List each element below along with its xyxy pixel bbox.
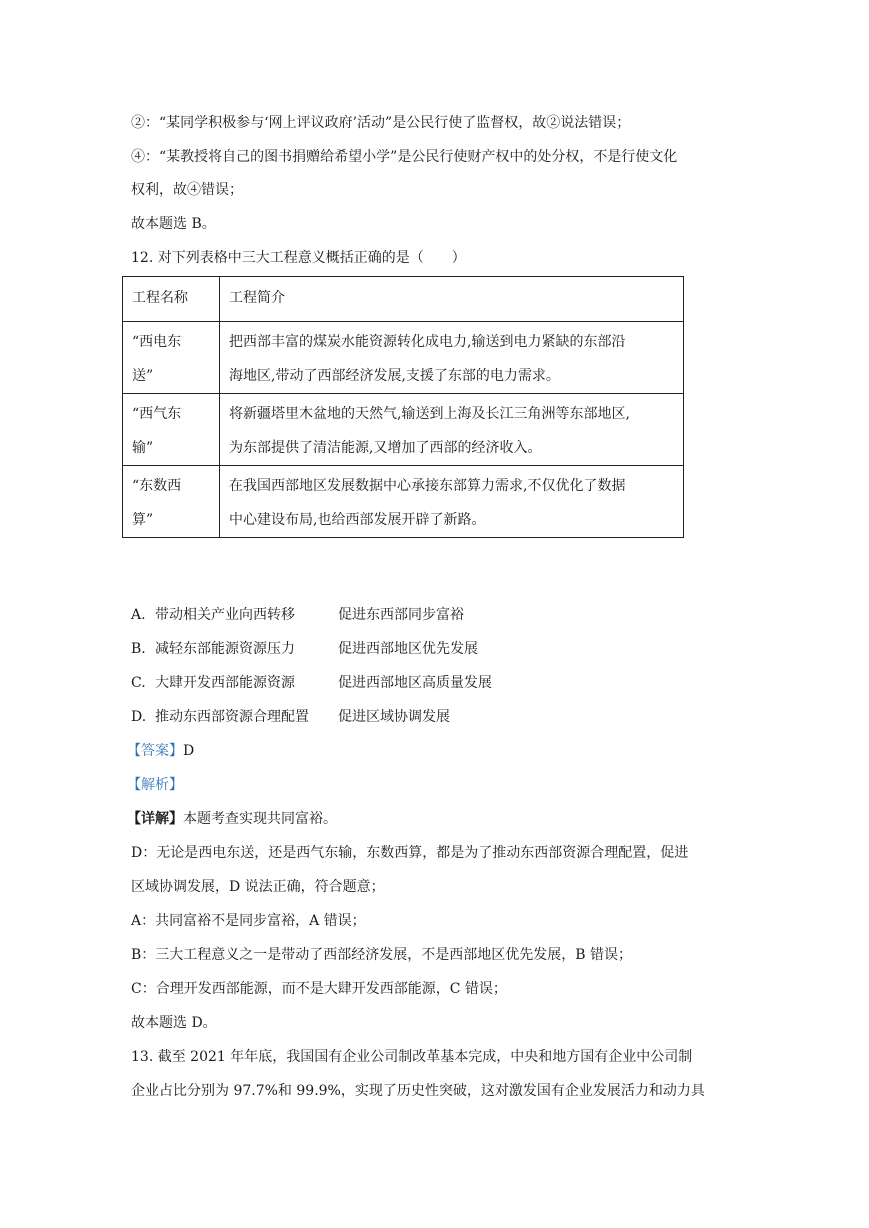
table-row [123,466,684,538]
detail-label: 【详解】 [127,811,183,827]
answer-value: D [183,743,195,759]
text-line: ④：“某教授将自己的图书捐赠给希望小学”是公民行使财产权中的处分权，不是行使文化 [131,149,678,165]
option-c: C. 大肆开发西部能源资源 促进西部地区高质量发展 [131,675,492,691]
detail-line: 【详解】本题考查实现共同富裕。 [127,811,337,827]
text-line: ②：“某同学积极参与‘网上评议政府’活动”是公民行使了监督权，故②说法错误； [131,115,631,131]
table-row [123,394,684,466]
project-name-cell: “西电东 送” [123,322,220,394]
text-line: 故本题选 B。 [131,216,216,232]
project-name-cell: “西气东 输” [123,394,220,466]
text-line: A：共同富裕不是同步富裕，A 错误； [131,913,366,929]
text-line: 企业占比分别为 97.7%和 99.9%，实现了历史性突破，这对激发国有企业发展活力和动力具 [131,1083,705,1099]
answer-label: 【答案】 [127,743,183,759]
analysis-label: 【解析】 [127,777,183,793]
project-desc-cell: 在我国西部地区发展数据中心承接东部算力需求,不仅优化了数据 中心建设布局,也给西部发展开辟了新路。 [220,466,684,538]
project-name-cell: “东数西 算” [123,466,220,538]
project-desc-cell: 把西部丰富的煤炭水能资源转化成电力,输送到电力紧缺的东部沿 海地区,带动了西部经济发展,支援了东部的电力需求。 [220,322,684,394]
table-row [123,322,684,394]
question-13: 13. 截至 2021 年年底，我国国有企业公司制改革基本完成，中央和地方国有企业中公司制 [131,1049,693,1065]
text-line: 权利，故④错误； [131,182,243,198]
header-cell: 工程名称 [123,277,220,322]
text-line: B：三大工程意义之一是带动了西部经济发展，不是西部地区优先发展，B 错误； [131,947,633,963]
text-line: C：合理开发西部能源，而不是大肆开发西部能源，C 错误； [131,981,507,997]
answer-line [127,741,194,761]
option-b: B. 减轻东部能源资源压力 促进西部地区优先发展 [131,641,478,657]
text-line: 故本题选 D。 [131,1015,217,1031]
question-12: 12. 对下列表格中三大工程意义概括正确的是（ ） [131,250,466,266]
option-a: A. 带动相关产业向西转移 促进东西部同步富裕 [131,607,464,623]
text-line: D：无论是西电东送，还是西气东输，东数西算，都是为了推动东西部资源合理配置，促进 [131,845,689,861]
projects-table [122,276,684,538]
header-cell: 工程简介 [220,277,684,322]
text-line: 区域协调发展，D 说法正确，符合题意； [131,879,385,895]
project-desc-cell: 将新疆塔里木盆地的天然气,输送到上海及长江三角洲等东部地区, 为东部提供了清洁能源,又增加了西部的经济收入。 [220,394,684,466]
option-d: D. 推动东西部资源合理配置 促进区域协调发展 [131,709,450,725]
table-header-row [123,277,684,322]
